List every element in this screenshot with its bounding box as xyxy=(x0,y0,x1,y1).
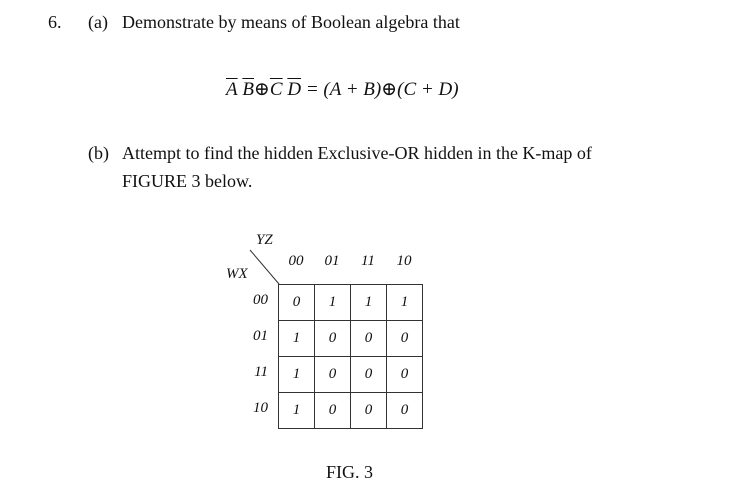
kmap-row-header: 10 xyxy=(253,400,268,416)
equation-rhs: = (A + B)⊕(C + D) xyxy=(301,79,459,100)
kmap-cell: 0 xyxy=(387,393,423,429)
kmap-cell: 0 xyxy=(315,393,351,429)
kmap-cell: 0 xyxy=(387,321,423,357)
kmap-column-header: 01 xyxy=(324,253,340,269)
kmap-column-header: 00 xyxy=(288,253,304,269)
figure-caption: FIG. 3 xyxy=(326,462,374,482)
kmap-cell: 1 xyxy=(387,285,423,321)
equation-lhs xyxy=(226,79,301,100)
part-b-text-line1: Attempt to find the hidden Exclusive-OR hidden in the K-map of xyxy=(122,143,592,163)
kmap-cell: 1 xyxy=(279,393,315,429)
kmap-cell: 0 xyxy=(315,321,351,357)
question-number: 6. xyxy=(48,12,62,32)
kmap-column-header: 11 xyxy=(361,253,375,269)
kmap-row xyxy=(279,393,423,429)
part-b-text-line2: FIGURE 3 below. xyxy=(122,171,253,191)
kmap-cell: 0 xyxy=(279,285,315,321)
kmap-row xyxy=(279,357,423,393)
complemented-variable: $\overline{D}$ xyxy=(287,79,302,100)
kmap-cell: 0 xyxy=(351,321,387,357)
part-b-label: (b) xyxy=(88,143,109,163)
complemented-variable: $\overline{A}$ xyxy=(226,79,238,100)
part-a-text: Demonstrate by means of Boolean algebra that xyxy=(122,12,460,32)
kmap-row-variable: WX xyxy=(226,266,248,282)
kmap-row-header: 00 xyxy=(253,292,268,308)
part-a-label: (a) xyxy=(88,12,108,32)
complemented-variable: $\overline{C}$ xyxy=(269,79,283,100)
equation-operator: ⊕ xyxy=(253,79,270,100)
kmap-cell: 0 xyxy=(315,357,351,393)
kmap-cell: 1 xyxy=(351,285,387,321)
kmap-cell: 0 xyxy=(387,357,423,393)
kmap-column-header: 10 xyxy=(396,253,412,269)
kmap-grid xyxy=(278,284,423,429)
kmap-cell: 1 xyxy=(279,357,315,393)
kmap-row-header: 01 xyxy=(253,328,268,344)
kmap-row xyxy=(279,321,423,357)
kmap-column-variable: YZ xyxy=(256,232,273,248)
kmap-row xyxy=(279,285,423,321)
kmap-row-header: 11 xyxy=(254,364,268,380)
kmap-cell: 0 xyxy=(351,357,387,393)
kmap-cell: 0 xyxy=(351,393,387,429)
kmap-corner-diagonal xyxy=(248,248,282,286)
boolean-equation xyxy=(226,78,459,101)
kmap-cell: 1 xyxy=(315,285,351,321)
kmap-cell: 1 xyxy=(279,321,315,357)
complemented-variable: $\overline{B}$ xyxy=(242,79,254,100)
